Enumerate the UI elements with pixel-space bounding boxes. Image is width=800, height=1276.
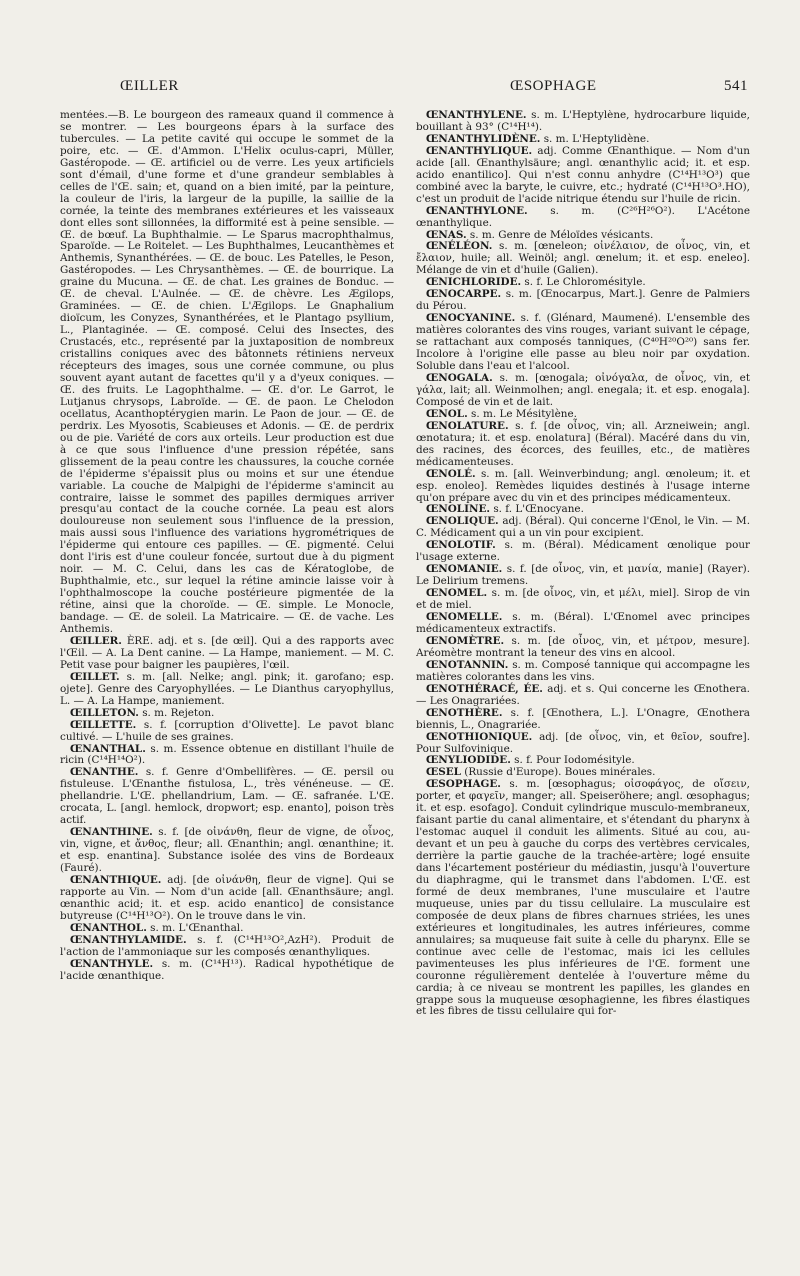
entry-text: s. m. Le Mésitylène. xyxy=(467,407,577,420)
dictionary-entry xyxy=(60,744,394,768)
entry-headword: ŒNOTHÉRACÉ, ÉE. xyxy=(426,682,543,695)
entry-headword: ŒILLETTE. xyxy=(70,718,137,731)
entry-headword: ŒILLETON. xyxy=(70,706,139,719)
dictionary-entry xyxy=(416,373,750,409)
dictionary-entry xyxy=(416,241,750,277)
entry-text: s. f. L'Œnocyane. xyxy=(490,503,584,516)
entry-headword: ŒNANTHINE. xyxy=(70,826,153,839)
entry-text: s. m. (C¹⁴H¹³). Radical hypothétique de l'acide œnanthique. xyxy=(60,957,394,982)
dictionary-entry xyxy=(416,564,750,588)
entry-headword: ŒNOLINE. xyxy=(426,503,491,516)
entry-headword: ŒNOCYANINE. xyxy=(426,312,516,325)
entry-text: s. m. Essence obtenue en distillant l'huile de ricin (C¹⁴H¹⁴O²). xyxy=(60,742,394,767)
entry-text: s. f. [de οἶνος, vin; all. Arzneiwein; angl. œnotatura; it. et esp. enolatura] (Béral). Macéré dans du vin, des racines, des écorces, des feuilles, etc., de matières médicamenteuses. xyxy=(416,419,750,468)
right-column xyxy=(416,110,750,1260)
entry-headword: ŒNOMELLE. xyxy=(426,611,503,624)
dictionary-entry xyxy=(416,732,750,756)
entry-text: s. f. [corruption d'Olivette]. Le pavot blanc cultivé. — L'huile de ses graines. xyxy=(60,718,394,743)
entry-text: s. f. (C¹⁴H¹³O²,AzH²). Produit de l'action de l'ammoniaque sur les composés œnanthyliques. xyxy=(60,933,394,958)
entry-text: (Russie d'Europe). Boues minérales. xyxy=(461,766,656,779)
dictionary-entry xyxy=(60,636,394,672)
entry-text: adj. Comme Œnanthique. — Nom d'un acide [all. Œnanthylsäure; angl. œnanthylic acid; it. et esp. acido enantilico]. Qui n'est connu anhydre (C¹⁴H¹³O³) que combiné avec la baryte, le cuivre, etc.; hydraté (C¹⁴H¹³O³.HO), c'est un produit de l'acide nitrique étendu sur l'huile de ricin. xyxy=(416,144,750,205)
entry-headword: ŒNANTHYLIDÈNE. xyxy=(426,132,541,145)
dictionary-entry xyxy=(416,469,750,505)
entry-text: s. m. [de οἶνος, vin, et μέλι, miel]. Sirop de vin et de miel. xyxy=(416,587,750,612)
entry-text: s. m. [Œnocarpus, Mart.]. Genre de Palmiers du Pérou. xyxy=(416,288,750,313)
dictionary-entry xyxy=(416,660,750,684)
entry-text: adj. [de οἶνος, vin, et θεῖον, soufre]. Pour Sulfovinique. xyxy=(416,730,750,755)
entry-text: s. m. Genre de Méloïdes vésicants. xyxy=(466,228,654,241)
dictionary-entry xyxy=(60,767,394,827)
entry-headword: ŒNÉLÉON. xyxy=(426,240,493,253)
entry-headword: ŒNOTHIONIQUE. xyxy=(426,730,533,743)
dictionary-entry xyxy=(416,206,750,230)
entry-text: adj. (Béral). Qui concerne l'Œnol, le Vin. — M. C. Médicament qui a un vin pour excipient. xyxy=(416,515,750,540)
entry-text: s. f. (Glénard, Maumené). L'ensemble des matières colorantes des vins rouges, variant suivant le cépage, se rattachant aux composés tanniques, (C⁴⁰H²⁰O²⁰) sans fer. Incolore à l'origine elle passe au bleu noir par oxydation. Soluble dans l'eau et l'alcool. xyxy=(416,312,750,373)
entry-text: s. m. [de οἶνος, vin, et μέτρον, mesure]. Aréomètre montrant la teneur des vins en alcool. xyxy=(416,634,750,659)
entry-text: s. m. L'Œnanthal. xyxy=(146,921,244,934)
entry-headword: ŒNANTHYLÈNE. xyxy=(426,110,527,121)
entry-text: s. f. [Œnothera, L.]. L'Onagre, Œnothera biennis, L., Onagrariée. xyxy=(416,706,750,731)
header-left-guide-word: ŒILLER xyxy=(120,78,179,94)
entry-headword: ŒNANTHYLONE. xyxy=(426,204,528,217)
entry-headword: ŒNANTHYLE. xyxy=(70,957,154,970)
dictionary-entry xyxy=(416,289,750,313)
entry-headword: ŒNAS. xyxy=(426,228,467,241)
dictionary-entry xyxy=(60,935,394,959)
entry-headword: ŒNANTHE. xyxy=(70,766,139,779)
dictionary-entry xyxy=(416,313,750,373)
entry-text: s. m. Composé tannique qui accompagne les matières colorantes dans les vins. xyxy=(416,658,750,683)
entry-text: s. m. [all. Nelke; angl. pink; it. garofano; esp. ojete]. Genre des Caryophyllées. — Le Dianthus caryophyllus, L. — A. La Hampe, maniement. xyxy=(60,670,394,707)
entry-text: s. f. [de οἶνος, vin, et μανία, manie] (Rayer). Le Delirium tremens. xyxy=(416,563,750,588)
entry-headword: ŒNOLIQUE. xyxy=(426,515,499,528)
entry-headword: ŒNOMÈTRE. xyxy=(426,634,505,647)
dictionary-entry xyxy=(60,110,394,636)
entry-headword: ŒNANTHYLIQUE. xyxy=(426,144,533,157)
dictionary-entry xyxy=(416,421,750,469)
entry-text: s. m. [all. Weinverbindung; angl. œnoleum; it. et esp. enoleo]. Remèdes liquides destinés à l'usage interne qu'on prépare avec du vin et des principes médicamenteux. xyxy=(416,467,750,504)
entry-text: adj. [de οἰνάνθη, fleur de vigne]. Qui se rapporte au Vin. — Nom d'un acide [all. Œnanthsäure; angl. œnanthic acid; it. et esp. acido enantico] de consistance butyreuse (C¹⁴H¹³O²). On le trouve dans le vin. xyxy=(60,874,394,922)
entry-headword: ŒNOTANNIN. xyxy=(426,658,509,671)
entry-headword: ŒNICHLORIDE. xyxy=(426,276,522,289)
dictionary-entry xyxy=(416,146,750,206)
dictionary-entry xyxy=(60,672,394,708)
left-column xyxy=(60,110,394,1260)
entry-text: s. m. (Béral). Médicament œnolique pour l'usage externe. xyxy=(416,539,750,564)
entry-text: s. m. Rejeton. xyxy=(138,706,215,719)
page-number: 541 xyxy=(724,78,748,94)
entry-text: s. m. [œnogala; οἰνόγαλα, de οἶνος, vin, et γάλα, lait; all. Weinmolhen; angl. enegala; it. et esp. enogala]. Composé de vin et de lait. xyxy=(416,371,750,408)
entry-text: s. m. L'Heptylidène. xyxy=(540,132,650,145)
entry-text: mentées.—B. Le bourgeon des rameaux quand il commence à se montrer. — Les bourgeons épars à la surface des tubercules. — La petite cavité qui occupe le sommet de la poire, etc. — Œ. d'Ammon. L'Helix oculus-capri, Müller, Gastéropode. — Œ. artificiel ou de verre. Les yeux artificiels sont d'émail, d'une forme et d'une grandeur semblables à celles de l'Œ. sain; et, quand on a bien imité, par la peinture, la couleur de l'iris, la largeur de la pupille, la saillie de la cornée, la teinte des membranes extérieures et les vaisseaux dont elles sont sillonnées, la difformité est à peine sensible. — Œ. de bœuf. La Buphthalmie. — Le Sparus macrophthalmus, Sparoïde. — Le Roitelet. — Les Buphthalmes, Leucanthèmes et Anthemis, Synanthérées. — Œ. de bouc. Les Patelles, le Peson, Gastéropodes. — Les Chrysanthèmes. — Œ. de bourrique. La graine du Mucuna. — Œ. de chat. Les graines de Bonduc. — Œ. de cheval. L'Aulnée. — Œ. de chèvre. Les Ægilops, Graminées. — Œ. de chien. L'Ægilops. Le Gnaphalium dioïcum, les Conyzes, Synanthérées, et le Plantago psyllium, L., Plantaginée. — Œ. composé. Celui des Insectes, des Crustacés, etc., représenté par la juxtaposition de nombreux cristallins coniques avec des bâtonnets rétiniens nerveux récepteurs des images, sous une cornée commune, ou plus souvent ayant autant de facettes qu'il y a d'yeux coniques. — Œ. des fruits. Le Lagophthalme. — Œ. d'or. Le Garrot, le Lutjanus chrysops, Labroïde. — Œ. de paon. Le Chelodon ocellatus, Acanthoptérygien marin. Le Paon de jour. — Œ. de perdrix. Les Myosotis, Scabieuses et Adonis. — Œ. de perdrix ou de pie. Variété de cors aux orteils. Leur production est due à ce que sous l'influence d'une pression répétée, sans glissement de la peau contre les chaussures, la couche cornée de l'épiderme s'épaissit plus ou moins et sur une étendue variable. La couche de Malpighi de l'épiderme s'amincit au contraire, laisse le sommet des papilles dermiques arriver presqu'au contact de la couche cornée. La peau est alors douloureuse non seulement sous l'influence de la pression, mais aussi sous l'influence des variations hygrométriques de l'épiderme qui entoure ces papilles. — Œ. pigmenté. Celui dont l'iris est d'une couleur foncée, surtout due à du pigment noir. — M. C. Celui, dans les cas de Kératoglobe, de Buphthalmie, etc., sur lequel la rétine amincie laisse voir à l'ophthalmoscope la couche postérieure pigmentée de la rétine, ainsi que la choroïde. — Œ. simple. Le Monocle, bandage. — Œ. de soleil. La Matricaire. — Œ. de vache. Les Anthemis. xyxy=(60,110,394,635)
entry-text: adj. et s. Qui concerne les Œnothera. — Les Onagrariées. xyxy=(416,682,750,707)
entry-headword: ŒNOMEL. xyxy=(426,587,488,600)
entry-headword: ŒNOMANIE. xyxy=(426,563,503,576)
dictionary-entry xyxy=(416,779,750,1018)
entry-headword: ŒNOLÉ. xyxy=(426,467,476,480)
dictionary-columns xyxy=(60,110,750,1260)
entry-text: s. f. Genre d'Ombellifères. — Œ. persil ou fistuleuse. L'Œnanthe fistulosa, L., très vénéneuse. — Œ. phellandrie. L'Œ. phellandrium, Lam. — Œ. safranée. L'Œ. crocata, L. [angl. hemlock, dropwort; esp. enanto], poison très actif. xyxy=(60,766,394,827)
dictionary-entry xyxy=(416,612,750,636)
header-right-guide-word: ŒSOPHAGE xyxy=(510,78,597,94)
entry-headword: ŒSOPHAGE. xyxy=(426,778,501,791)
entry-text: s. m. (Béral). L'Œnomel avec principes médicamenteux extractifs. xyxy=(416,611,750,635)
page-header xyxy=(60,78,748,102)
entry-headword: ŒNOTHÈRE. xyxy=(426,706,503,719)
entry-text: ÈRE. adj. et s. [de œil]. Qui a des rapports avec l'Œil. — A. La Dent canine. — La Hampe, maniement. — M. C. Petit vase pour baigner les paupières, l'œil. xyxy=(60,634,394,671)
entry-headword: ŒILLER. xyxy=(70,634,122,647)
entry-headword: ŒNOGALA. xyxy=(426,371,493,384)
dictionary-entry xyxy=(416,516,750,540)
entry-headword: ŒNOL. xyxy=(426,407,468,420)
entry-text: s. m. L'Heptylène, hydrocarbure liquide, bouillant à 93° (C¹⁴H¹⁴). xyxy=(416,110,750,133)
dictionary-entry xyxy=(416,110,750,134)
entry-headword: ŒNOLATURE. xyxy=(426,419,509,432)
dictionary-entry xyxy=(60,827,394,875)
entry-headword: ŒNANTHIQUE. xyxy=(70,874,162,886)
dictionary-entry xyxy=(416,636,750,660)
entry-headword: ŒNYLIODIDE. xyxy=(426,754,511,767)
entry-headword: ŒILLET. xyxy=(70,670,120,683)
entry-text: s. m. [œneleon; οἰνέλαιον, de οἶνος, vin, et ἔλαιον, huile; all. Weinöl; angl. œnelum; it. et esp. eneleo]. Mélange de vin et d'huile (Galien). xyxy=(416,240,750,277)
dictionary-entry xyxy=(60,720,394,744)
entry-text: s. m. (C²⁶H²⁶O²). L'Acétone œnanthylique. xyxy=(416,204,750,229)
entry-text: s. m. [œsophagus; οἰσοφάγος, de οἴσειν, porter, et φαγεῖν, manger; all. Speiseröhere; angl. œsophagus; it. et esp. esofago]. Conduit cylindrique musculo-membraneux, faisant partie du canal alimentaire, et s'étendant du pharynx à l'estomac auquel il conduit les aliments. Situé au cou, au-devant et un peu à gauche du corps des vertèbres cervicales, derrière la partie gauche de la trachée-artère; logé ensuite dans l'écartement postérieur du médiastin, jusqu'à l'ouverture du diaphragme, qui le transmet dans l'abdomen. L'Œ. est formé de deux membranes, l'une musculaire et l'autre muqueuse, unies par du tissu cellulaire. La musculaire est composée de deux plans de fibres charnues striées, les unes extérieures et longitudinales, les autres inférieures, comme annulaires; sa muqueuse fait suite à celle du pharynx. Elle se continue avec celle de l'estomac, mais ici les cellules pavimenteuses les plus inférieures de l'Œ. forment une couronne régulièrement dentelée à l'ouverture même du cardia; à ce niveau se montrent les papilles, les glandes en grappe sous la muqueuse œsophagienne, les fibres élastiques et les fibres de tissu cellulaire qui for- xyxy=(416,778,750,1018)
entry-text: s. f. [de οἰνάνθη, fleur de vigne, de οἶνος, vin, vigne, et ἄνθος, fleur; all. Œnanthin; angl. œnanthine; it. et esp. enantina]. Substance isolée des vins de Bordeaux (Fauré). xyxy=(60,826,394,875)
dictionary-entry xyxy=(60,959,394,983)
entry-text: s. f. Pour Iodomésityle. xyxy=(510,754,635,767)
dictionary-entry xyxy=(60,875,394,923)
entry-headword: ŒSEL xyxy=(426,766,461,779)
entry-headword: ŒNANTHOL. xyxy=(70,921,147,934)
entry-headword: ŒNOLOTIF. xyxy=(426,539,496,552)
entry-text: s. f. Le Chloromésityle. xyxy=(521,276,646,289)
entry-headword: ŒNOCARPE. xyxy=(426,288,502,301)
entry-headword: ŒNANTHAL. xyxy=(70,742,146,755)
dictionary-entry xyxy=(416,540,750,564)
dictionary-entry xyxy=(416,708,750,732)
entry-headword: ŒNANTHYLAMIDE. xyxy=(70,933,187,946)
dictionary-entry xyxy=(416,684,750,708)
dictionary-entry xyxy=(416,588,750,612)
